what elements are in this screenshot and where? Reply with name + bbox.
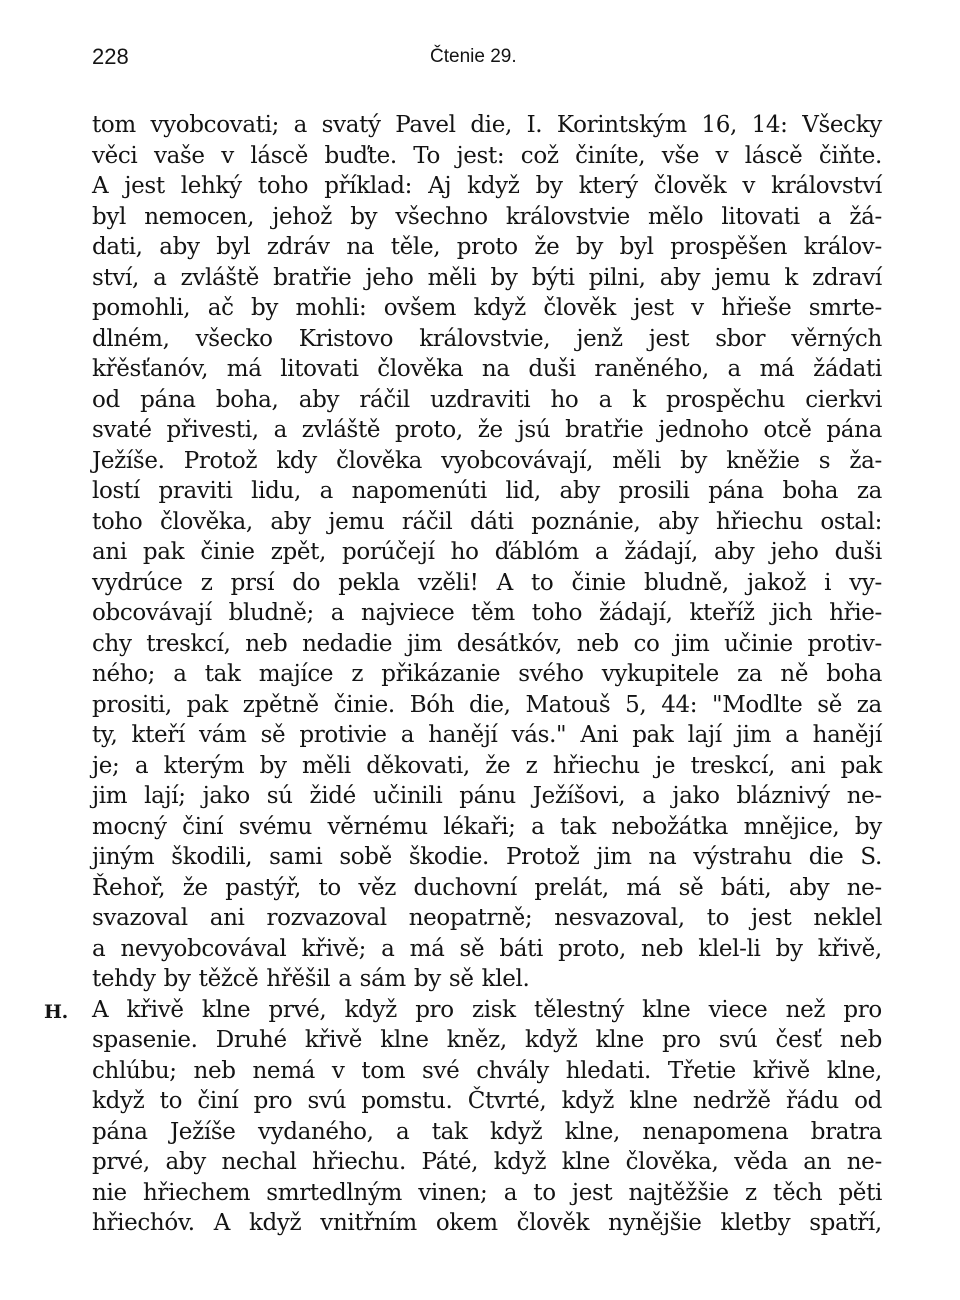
text-line: ty, kteří vám sě protivie a hanějí vás." Ani pak lají jim a hanějí [92,722,882,748]
text-line: obcovávají bludně; a najviece těm toho žádají, kteříž jich hřie- [92,600,882,626]
text-line: byl nemocen, jehož by všechno královstvie mělo litovati a žá- [92,203,882,230]
text-line: a nevyobcovával křivě; a má sě báti proto, neb klel-li by křivě, [92,935,882,962]
text-line: křěsťanóv, má litovati člověka na duši raněného, a má žádati [92,356,882,382]
running-title: Čtenie 29. [430,46,517,67]
text-line: Ježíše. Protož kdy člověka vyobcovávají, měli by kněžie s ža- [92,447,882,474]
body-text [44,110,882,1239]
text-line: ného; a tak majíce z přikázanie svého vykupitele za ně boha [92,661,882,687]
text-line: tehdy by těžcě hřěšil a sám by sě klel. [92,966,530,992]
text-line: lostí praviti lidu, a napomenúti lid, aby prosili pána boha za [92,478,882,504]
text-line: Řehoř, že pastýř, to věz duchovní prelát, má sě báti, aby ne- [92,874,882,901]
text-line: toho člověka, aby jemu ráčil dáti poznánie, aby hřiechu ostal: [92,508,882,535]
text-line: svazoval ani rozvazoval neopatrně; nesvazoval, to jest neklel [92,905,882,931]
text-line: pána Ježíše vydaného, a tak když klne, nenapomena bratra [92,1118,882,1145]
text-line: chlúbu; neb nemá v tom své chvály hledati. Třetie křivě klne, [92,1057,882,1084]
section-marker: H. [44,1000,68,1023]
text-line: dlném, všecko Kristovo královstvie, jenž jest sbor věrných [92,325,882,352]
text-line: chy treskcí, neb nedadie jim desátkóv, neb co jim učinie protiv- [92,630,882,657]
text-line: je; a kterým by měli děkovati, že z hřiechu je treskcí, ani pak [92,752,882,779]
text-line: nie hřiechem smrtedlným vinen; a to jest najtěžšie z těch pěti [92,1179,882,1206]
text-line: když to činí pro svú pomstu. Čtvrté, když klne nedržě řádu od [92,1088,882,1114]
text-line: dati, aby byl zdráv na těle, proto že by byl prospěšen králov- [92,234,882,260]
text-line: věci vaše v láscě buďte. To jest: což činíte, vše v láscě čiňte. [92,142,882,169]
text-line: od pána boha, aby ráčil uzdraviti ho a k prospěchu cierkvi [92,386,882,413]
text-line: pomohli, ač by mohli: ovšem když člověk jest v hřieše smrte- [92,295,882,321]
text-line: vydrúce z prsí do pekla vzěli! A to činie bludně, jakož i vy- [92,569,882,596]
text-line: ani pak činie zpět, porúčejí ho ďáblóm a žádají, aby jeho duši [92,539,882,565]
text-line: prositi, pak zpětně činie. Bóh die, Matouš 5, 44: "Modlte sě za [92,691,882,718]
page-number: 228 [92,44,129,69]
text-line: spasenie. Druhé křivě klne kněz, když klne pro svú česť neb [92,1027,882,1053]
text-line: hřiechóv. A když vnitřním okem člověk nynějšie kletby spatří, [92,1210,882,1236]
text-line: prvé, aby nechal hřiechu. Páté, když klne člověka, věda an ne- [92,1149,882,1175]
text-line: jim lají; jako sú židé učinili pánu Ježíšovi, a jako bláznivý ne- [92,783,882,809]
text-line: jiným škodili, sami sobě škodie. Protož jim na výstrahu die S. [92,844,882,870]
page-header [92,40,882,74]
text-line: mocný činí svému věrnému lékaři; a tak nebožátka mnějice, by [92,813,882,840]
text-line: tom vyobcovati; a svatý Pavel die, I. Korintským 16, 14: Všecky [92,112,882,138]
text-line: ství, a zvláště bratřie jeho měli by býti pilni, aby jemu k zdraví [92,264,882,291]
text-line: A jest lehký toho příklad: Aj když by který člověk v království [92,173,882,199]
text-line: H. A křivě klne prvé, když pro zisk tělestný klne viece než pro [92,995,882,1026]
text-line: svaté přivesti, a zvláště proto, že jsú bratřie jednoho otcě pána [92,417,882,443]
